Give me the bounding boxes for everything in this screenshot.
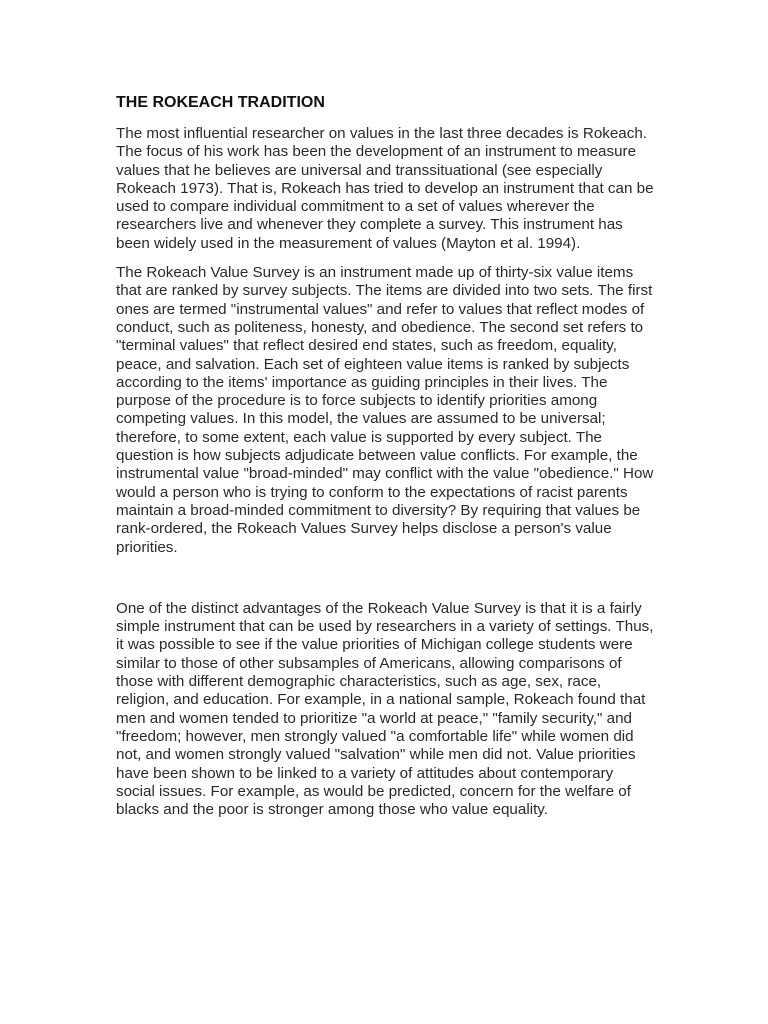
paragraph-1: The most influential researcher on values in the last three decades is Rokeach. The focus of his work has been the development of an instrument to measure values that he believes are universal and transsituational (see especially Rokeach 1973). That is, Rokeach has tried to develop an instrument that can be used to compare individual commitment to a set of values wherever the researchers live and whenever they complete a survey. This instrument has been widely used in the measurement of values (Mayton et al. 1994). [116, 125, 654, 252]
document-body [116, 93, 656, 830]
paragraph-3: One of the distinct advantages of the Rokeach Value Survey is that it is a fairly simple instrument that can be used by researchers in a variety of settings. Thus, it was possible to see if the value priorities of Michigan college students were similar to those of other subsamples of Americans, allowing comparisons of those with different demographic characteristics, such as age, sex, race, religion, and education. For example, in a national sample, Rokeach found that men and women tended to prioritize "a world at peace," "family security," and "freedom; however, men strongly valued "a comfortable life" while women did not, and women strongly valued "salvation" while men did not. Value priorities have been shown to be linked to a variety of attitudes about contemporary social issues. For example, as would be predicted, concern for the welfare of blacks and the poor is stronger among those who value equality. [116, 599, 654, 819]
document-title: THE ROKEACH TRADITION [116, 94, 325, 111]
paragraph-2: The Rokeach Value Survey is an instrument made up of thirty-six value items that are ranked by survey subjects. The items are divided into two sets. The first ones are termed "instrumental values" and refer to values that reflect modes of conduct, such as politeness, honesty, and obedience. The second set refers to "terminal values" that reflect desired end states, such as freedom, equality, peace, and salvation. Each set of eighteen value items is ranked by subjects according to the items' importance as guiding principles in their lives. The purpose of the procedure is to force subjects to identify priorities among competing values. In this model, the values are assumed to be universal; therefore, to some extent, each value is supported by every subject. The question is how subjects adjudicate between value conflicts. For example, the instrumental value "broad-minded" may conflict with the value "obedience." How would a person who is trying to conform to the expectations of racist parents maintain a broad-minded commitment to diversity? By requiring that values be rank-ordered, the Rokeach Values Survey helps disclose a person's value priorities. [116, 264, 654, 556]
paragraph-gap [116, 568, 656, 600]
